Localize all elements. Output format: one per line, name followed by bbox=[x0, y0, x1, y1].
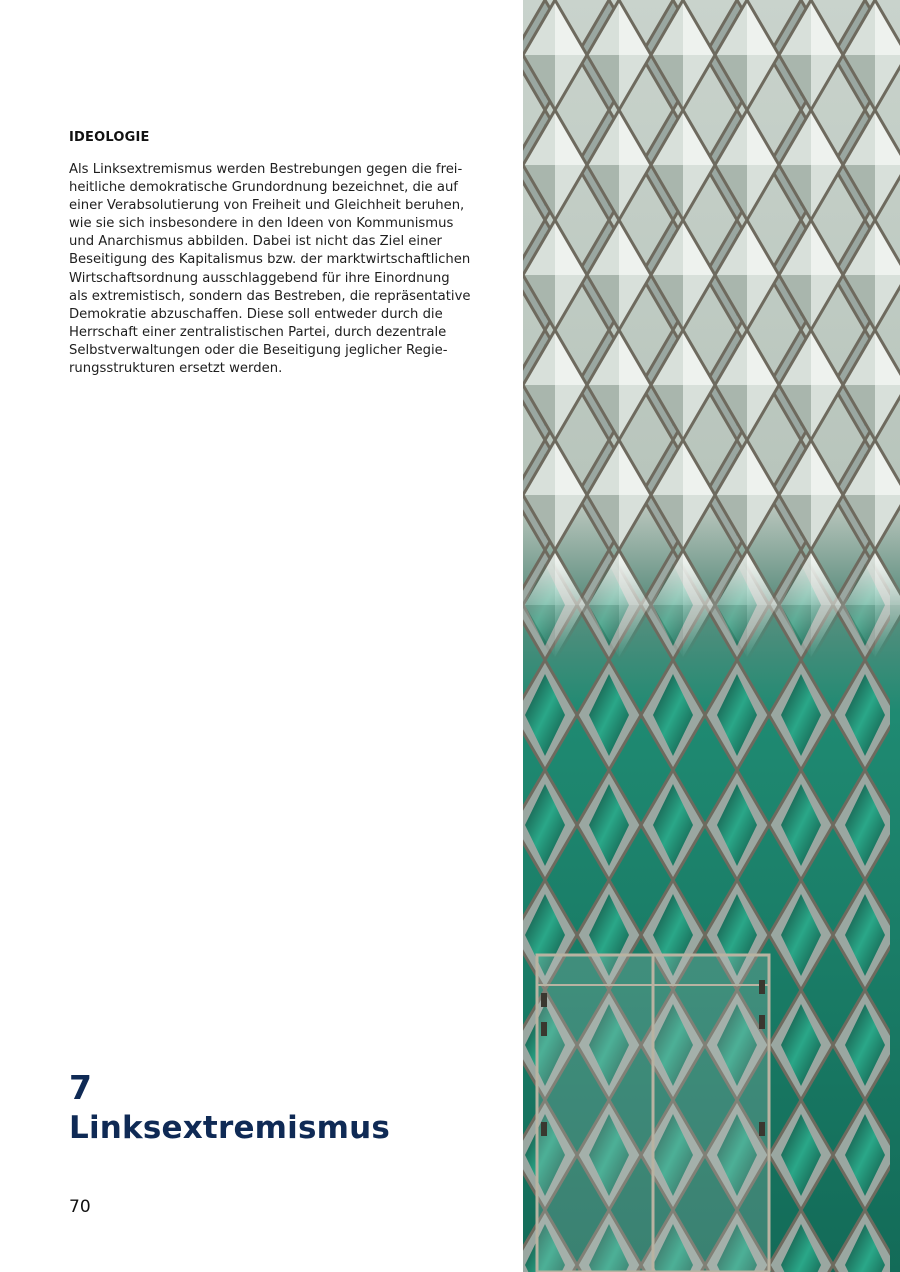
body-line: Selbstverwaltungen oder die Beseitigung jeglicher Regie- bbox=[69, 342, 448, 358]
section-body bbox=[69, 161, 471, 378]
ideology-section bbox=[69, 130, 471, 378]
body-line: als extremistisch, sondern das Bestreben, die repräsentative bbox=[69, 288, 471, 304]
body-line: und Anarchismus abbilden. Dabei ist nicht das Ziel einer bbox=[69, 234, 442, 250]
chapter-title: Linksextremismus bbox=[69, 1110, 391, 1146]
body-line: Demokratie abzuschaffen. Diese soll entweder durch die bbox=[69, 306, 443, 322]
entrance-door-frame bbox=[537, 955, 769, 1272]
body-line: wie sie sich insbesondere in den Ideen von Kommunismus bbox=[69, 216, 454, 232]
page-number: 70 bbox=[69, 1197, 91, 1217]
body-line: einer Verabsolutierung von Freiheit und Gleichheit beruhen, bbox=[69, 198, 465, 214]
body-line: Herrschaft einer zentralistischen Partei, durch dezentrale bbox=[69, 324, 447, 340]
body-line: Wirtschaftsordnung ausschlaggebend für ihre Einordnung bbox=[69, 270, 450, 286]
section-heading: IDEOLOGIE bbox=[69, 130, 150, 145]
chapter-heading bbox=[69, 1068, 390, 1148]
body-line: rungsstrukturen ersetzt werden. bbox=[69, 361, 283, 377]
body-line: Als Linksextremismus werden Bestrebungen gegen die frei- bbox=[69, 162, 463, 177]
body-line: Beseitigung des Kapitalismus bzw. der marktwirtschaftlichen bbox=[69, 252, 471, 268]
chapter-number: 7 bbox=[69, 1068, 92, 1107]
facade-photo bbox=[523, 0, 900, 1272]
facade-lattice-image bbox=[523, 0, 900, 1272]
body-line: heitliche demokratische Grundordnung bezeichnet, die auf bbox=[69, 180, 458, 196]
